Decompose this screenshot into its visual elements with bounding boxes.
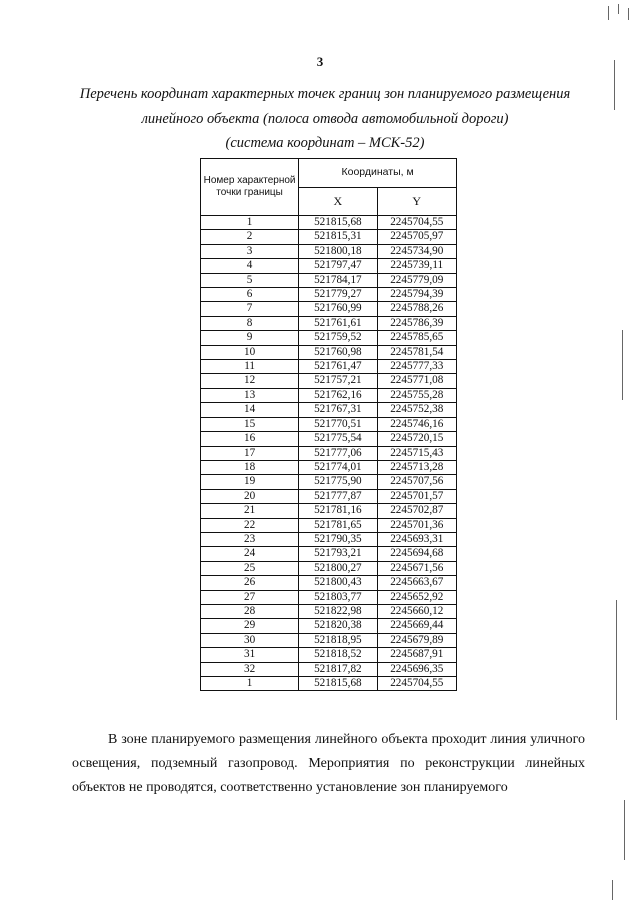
point-number-cell: 6 bbox=[201, 288, 299, 302]
x-coordinate-cell: 521790,35 bbox=[299, 532, 377, 546]
body-paragraph: В зоне планируемого размещения линейного объекта проходит линия уличного освещения, подземный газопровод. Мероприятия по реконструкции линейных объектов не проводятся, соответственно установление зон планируемого bbox=[72, 732, 585, 795]
table-row bbox=[201, 288, 457, 302]
point-number-cell: 17 bbox=[201, 446, 299, 460]
table-row bbox=[201, 403, 457, 417]
y-coordinate-cell: 2245788,26 bbox=[377, 302, 456, 316]
y-coordinate-cell: 2245771,08 bbox=[377, 374, 456, 388]
table-row bbox=[201, 259, 457, 273]
point-number-cell: 24 bbox=[201, 547, 299, 561]
y-coordinate-cell: 2245715,43 bbox=[377, 446, 456, 460]
y-coordinate-cell: 2245701,36 bbox=[377, 518, 456, 532]
page-number: 3 bbox=[316, 54, 324, 69]
table-row bbox=[201, 417, 457, 431]
y-coordinate-cell: 2245707,56 bbox=[377, 475, 456, 489]
x-coordinate-cell: 521781,16 bbox=[299, 504, 377, 518]
x-coordinate-cell: 521757,21 bbox=[299, 374, 377, 388]
x-coordinate-cell: 521779,27 bbox=[299, 288, 377, 302]
table-row bbox=[201, 576, 457, 590]
table-row bbox=[201, 316, 457, 330]
x-coordinate-cell: 521815,68 bbox=[299, 677, 377, 691]
table-row bbox=[201, 648, 457, 662]
x-coordinate-cell: 521777,87 bbox=[299, 489, 377, 503]
y-coordinate-cell: 2245704,55 bbox=[377, 216, 456, 230]
table-row bbox=[201, 345, 457, 359]
y-coordinate-cell: 2245693,31 bbox=[377, 532, 456, 546]
y-coordinate-cell: 2245669,44 bbox=[377, 619, 456, 633]
x-coordinate-cell: 521815,68 bbox=[299, 216, 377, 230]
y-coordinate-cell: 2245713,28 bbox=[377, 460, 456, 474]
y-coordinate-cell: 2245739,11 bbox=[377, 259, 456, 273]
title-line-2: линейного объекта (полоса отвода автомобильной дороги) bbox=[141, 111, 509, 127]
point-number-cell: 29 bbox=[201, 619, 299, 633]
table-row bbox=[201, 604, 457, 618]
table-row bbox=[201, 360, 457, 374]
table-row bbox=[201, 662, 457, 676]
x-coordinate-cell: 521762,16 bbox=[299, 388, 377, 402]
table-row bbox=[201, 677, 457, 691]
point-number-cell: 19 bbox=[201, 475, 299, 489]
y-coordinate-cell: 2245705,97 bbox=[377, 230, 456, 244]
point-number-cell: 12 bbox=[201, 374, 299, 388]
point-number-cell: 4 bbox=[201, 259, 299, 273]
header-coordinates: Координаты, м bbox=[299, 159, 457, 188]
y-coordinate-cell: 2245652,92 bbox=[377, 590, 456, 604]
header-y: Y bbox=[377, 188, 456, 216]
y-coordinate-cell: 2245779,09 bbox=[377, 273, 456, 287]
x-coordinate-cell: 521777,06 bbox=[299, 446, 377, 460]
y-coordinate-cell: 2245755,28 bbox=[377, 388, 456, 402]
y-coordinate-cell: 2245660,12 bbox=[377, 604, 456, 618]
y-coordinate-cell: 2245785,65 bbox=[377, 331, 456, 345]
x-coordinate-cell: 521793,21 bbox=[299, 547, 377, 561]
x-coordinate-cell: 521759,52 bbox=[299, 331, 377, 345]
x-coordinate-cell: 521781,65 bbox=[299, 518, 377, 532]
coordinates-table-body bbox=[201, 216, 457, 691]
y-coordinate-cell: 2245694,68 bbox=[377, 547, 456, 561]
point-number-cell: 3 bbox=[201, 244, 299, 258]
point-number-cell: 14 bbox=[201, 403, 299, 417]
y-coordinate-cell: 2245696,35 bbox=[377, 662, 456, 676]
table-row bbox=[201, 460, 457, 474]
table-row bbox=[201, 561, 457, 575]
y-coordinate-cell: 2245701,57 bbox=[377, 489, 456, 503]
y-coordinate-cell: 2245777,33 bbox=[377, 360, 456, 374]
table-row bbox=[201, 374, 457, 388]
point-number-cell: 25 bbox=[201, 561, 299, 575]
x-coordinate-cell: 521800,43 bbox=[299, 576, 377, 590]
x-coordinate-cell: 521820,38 bbox=[299, 619, 377, 633]
y-coordinate-cell: 2245734,90 bbox=[377, 244, 456, 258]
coordinates-table bbox=[200, 158, 457, 691]
point-number-cell: 8 bbox=[201, 316, 299, 330]
x-coordinate-cell: 521775,54 bbox=[299, 432, 377, 446]
table-row bbox=[201, 230, 457, 244]
point-number-cell: 7 bbox=[201, 302, 299, 316]
table-row bbox=[201, 619, 457, 633]
y-coordinate-cell: 2245746,16 bbox=[377, 417, 456, 431]
y-coordinate-cell: 2245720,15 bbox=[377, 432, 456, 446]
point-number-cell: 21 bbox=[201, 504, 299, 518]
y-coordinate-cell: 2245663,67 bbox=[377, 576, 456, 590]
x-coordinate-cell: 521818,52 bbox=[299, 648, 377, 662]
header-x: X bbox=[299, 188, 377, 216]
table-row bbox=[201, 504, 457, 518]
point-number-cell: 22 bbox=[201, 518, 299, 532]
point-number-cell: 30 bbox=[201, 633, 299, 647]
table-row bbox=[201, 547, 457, 561]
y-coordinate-cell: 2245679,89 bbox=[377, 633, 456, 647]
point-number-cell: 13 bbox=[201, 388, 299, 402]
point-number-cell: 10 bbox=[201, 345, 299, 359]
y-coordinate-cell: 2245704,55 bbox=[377, 677, 456, 691]
x-coordinate-cell: 521775,90 bbox=[299, 475, 377, 489]
x-coordinate-cell: 521803,77 bbox=[299, 590, 377, 604]
point-number-cell: 11 bbox=[201, 360, 299, 374]
table-row bbox=[201, 489, 457, 503]
x-coordinate-cell: 521767,31 bbox=[299, 403, 377, 417]
x-coordinate-cell: 521815,31 bbox=[299, 230, 377, 244]
x-coordinate-cell: 521761,47 bbox=[299, 360, 377, 374]
y-coordinate-cell: 2245687,91 bbox=[377, 648, 456, 662]
table-row bbox=[201, 633, 457, 647]
point-number-cell: 5 bbox=[201, 273, 299, 287]
table-row bbox=[201, 331, 457, 345]
title-line-1: Перечень координат характерных точек границ зон планируемого размещения bbox=[79, 86, 571, 102]
point-number-cell: 23 bbox=[201, 532, 299, 546]
table-row bbox=[201, 273, 457, 287]
x-coordinate-cell: 521800,27 bbox=[299, 561, 377, 575]
x-coordinate-cell: 521761,61 bbox=[299, 316, 377, 330]
x-coordinate-cell: 521760,98 bbox=[299, 345, 377, 359]
point-number-cell: 31 bbox=[201, 648, 299, 662]
x-coordinate-cell: 521797,47 bbox=[299, 259, 377, 273]
table-row bbox=[201, 590, 457, 604]
x-coordinate-cell: 521822,98 bbox=[299, 604, 377, 618]
title-line-3: (система координат – МСК-52) bbox=[225, 135, 425, 151]
point-number-cell: 20 bbox=[201, 489, 299, 503]
table-row bbox=[201, 302, 457, 316]
table-row bbox=[201, 475, 457, 489]
table-row bbox=[201, 446, 457, 460]
y-coordinate-cell: 2245794,39 bbox=[377, 288, 456, 302]
point-number-cell: 18 bbox=[201, 460, 299, 474]
point-number-cell: 28 bbox=[201, 604, 299, 618]
point-number-cell: 1 bbox=[201, 216, 299, 230]
y-coordinate-cell: 2245671,56 bbox=[377, 561, 456, 575]
table-row bbox=[201, 216, 457, 230]
x-coordinate-cell: 521760,99 bbox=[299, 302, 377, 316]
point-number-cell: 26 bbox=[201, 576, 299, 590]
y-coordinate-cell: 2245781,54 bbox=[377, 345, 456, 359]
y-coordinate-cell: 2245752,38 bbox=[377, 403, 456, 417]
x-coordinate-cell: 521817,82 bbox=[299, 662, 377, 676]
scan-edge-marks bbox=[604, 0, 634, 905]
x-coordinate-cell: 521800,18 bbox=[299, 244, 377, 258]
point-number-cell: 9 bbox=[201, 331, 299, 345]
x-coordinate-cell: 521784,17 bbox=[299, 273, 377, 287]
point-number-cell: 16 bbox=[201, 432, 299, 446]
x-coordinate-cell: 521818,95 bbox=[299, 633, 377, 647]
y-coordinate-cell: 2245786,39 bbox=[377, 316, 456, 330]
table-row bbox=[201, 532, 457, 546]
x-coordinate-cell: 521770,51 bbox=[299, 417, 377, 431]
point-number-cell: 27 bbox=[201, 590, 299, 604]
point-number-cell: 1 bbox=[201, 677, 299, 691]
table-row bbox=[201, 244, 457, 258]
table-row bbox=[201, 518, 457, 532]
point-number-cell: 2 bbox=[201, 230, 299, 244]
x-coordinate-cell: 521774,01 bbox=[299, 460, 377, 474]
table-row bbox=[201, 388, 457, 402]
y-coordinate-cell: 2245702,87 bbox=[377, 504, 456, 518]
table-row bbox=[201, 432, 457, 446]
point-number-cell: 32 bbox=[201, 662, 299, 676]
point-number-cell: 15 bbox=[201, 417, 299, 431]
header-point-number: Номер характерной точки границы bbox=[201, 159, 299, 216]
